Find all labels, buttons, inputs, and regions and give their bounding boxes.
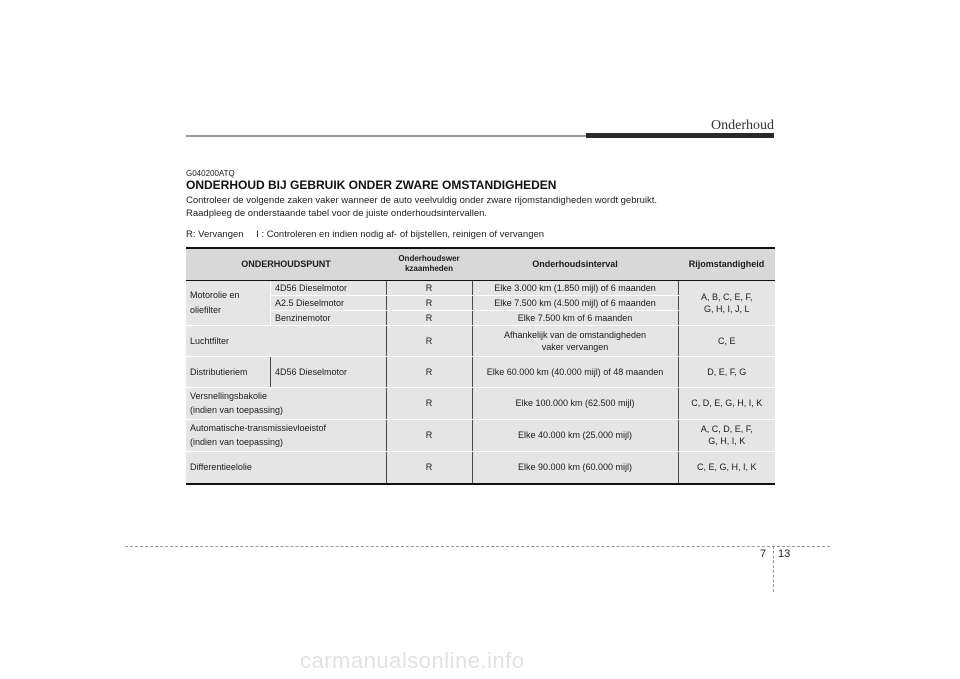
condition-cell: C, E, G, H, I, K bbox=[678, 451, 775, 484]
interval-line: vaker vervangen bbox=[541, 341, 609, 352]
item-line: (indien van toepassing) bbox=[190, 437, 284, 447]
interval-cell bbox=[472, 325, 678, 356]
table-row bbox=[186, 419, 775, 451]
header-operation-line: kzaamheden bbox=[404, 264, 454, 274]
footer-divider bbox=[773, 546, 774, 592]
table-row bbox=[186, 356, 775, 387]
engine-cell: 4D56 Dieselmotor bbox=[271, 356, 387, 387]
header-operation-line: Onderhoudswer bbox=[398, 254, 460, 264]
action-cell: R bbox=[386, 310, 472, 325]
engine-cell: 4D56 Dieselmotor bbox=[271, 280, 387, 295]
condition-line: G, H, I, K bbox=[708, 436, 746, 446]
interval-cell: Elke 100.000 km (62.500 mijl) bbox=[472, 387, 678, 419]
item-line: Motorolie en bbox=[190, 289, 240, 300]
chapter-number: 7 bbox=[760, 548, 767, 560]
interval-cell: Elke 40.000 km (25.000 mijl) bbox=[472, 419, 678, 451]
header-rule-accent bbox=[586, 133, 774, 138]
interval-cell: Elke 60.000 km (40.000 mijl) of 48 maanden bbox=[472, 356, 678, 387]
item-cell bbox=[186, 387, 386, 419]
table-row bbox=[186, 451, 775, 484]
page-heading: ONDERHOUD BIJ GEBRUIK ONDER ZWARE OMSTANDIGHEDEN bbox=[186, 178, 557, 192]
table-row bbox=[186, 387, 775, 419]
document-code: G040200ATQ bbox=[186, 169, 235, 178]
condition-cell: D, E, F, G bbox=[678, 356, 775, 387]
section-title: Onderhoud bbox=[711, 118, 774, 133]
interval-cell: Elke 7.500 km (4.500 mijl) of 6 maanden bbox=[472, 295, 678, 310]
item-line: Versnellingsbakolie bbox=[190, 391, 268, 401]
engine-cell: Benzinemotor bbox=[271, 310, 387, 325]
action-cell: R bbox=[386, 419, 472, 451]
item-cell bbox=[186, 280, 271, 325]
table-row bbox=[186, 280, 775, 295]
header-rule bbox=[186, 135, 586, 137]
item-line: oliefilter bbox=[190, 304, 222, 315]
maintenance-table bbox=[186, 247, 775, 485]
condition-line: A, B, C, E, F, bbox=[700, 291, 753, 302]
table-row bbox=[186, 325, 775, 356]
condition-cell: C, E bbox=[678, 325, 775, 356]
condition-cell bbox=[678, 419, 775, 451]
condition-line: A, C, D, E, F, bbox=[700, 424, 753, 434]
item-line: (indien van toepassing) bbox=[190, 405, 284, 415]
header-interval: Onderhoudsinterval bbox=[472, 248, 678, 280]
header-condition: Rijomstandigheid bbox=[678, 248, 775, 280]
header-maintenance-item: ONDERHOUDSPUNT bbox=[186, 248, 386, 280]
engine-cell: A2.5 Dieselmotor bbox=[271, 295, 387, 310]
interval-line: Afhankelijk van de omstandigheden bbox=[503, 329, 647, 340]
legend-inspect: I : Controleren en indien nodig af- of bijstellen, reinigen of vervangen bbox=[256, 229, 545, 240]
action-cell: R bbox=[386, 451, 472, 484]
condition-cell bbox=[678, 280, 775, 325]
intro-paragraph bbox=[186, 194, 786, 220]
interval-cell: Elke 3.000 km (1.850 mijl) of 6 maanden bbox=[472, 280, 678, 295]
legend bbox=[186, 229, 554, 240]
footer-rule bbox=[125, 546, 830, 547]
action-cell: R bbox=[386, 356, 472, 387]
intro-line: Controleer de volgende zaken vaker wanneer de auto veelvuldig onder zware rijomstandigheden wordt gebruikt. bbox=[186, 195, 658, 206]
interval-cell: Elke 90.000 km (60.000 mijl) bbox=[472, 451, 678, 484]
page-number: 13 bbox=[778, 548, 791, 560]
action-cell: R bbox=[386, 280, 472, 295]
item-cell: Luchtfilter bbox=[186, 325, 386, 356]
item-line: Automatische-transmissievloeistof bbox=[190, 423, 327, 433]
intro-line: Raadpleeg de onderstaande tabel voor de juiste onderhoudsintervallen. bbox=[186, 208, 488, 219]
item-cell: Distributieriem bbox=[186, 356, 271, 387]
interval-cell: Elke 7.500 km of 6 maanden bbox=[472, 310, 678, 325]
item-cell bbox=[186, 419, 386, 451]
action-cell: R bbox=[386, 387, 472, 419]
condition-line: G, H, I, J, L bbox=[703, 303, 750, 314]
action-cell: R bbox=[386, 325, 472, 356]
action-cell: R bbox=[386, 295, 472, 310]
watermark: carmanualsonline.info bbox=[300, 648, 525, 673]
item-cell: Differentieelolie bbox=[186, 451, 386, 484]
legend-replace: R: Vervangen bbox=[186, 229, 244, 240]
condition-cell: C, D, E, G, H, I, K bbox=[678, 387, 775, 419]
header-operation bbox=[386, 248, 472, 280]
